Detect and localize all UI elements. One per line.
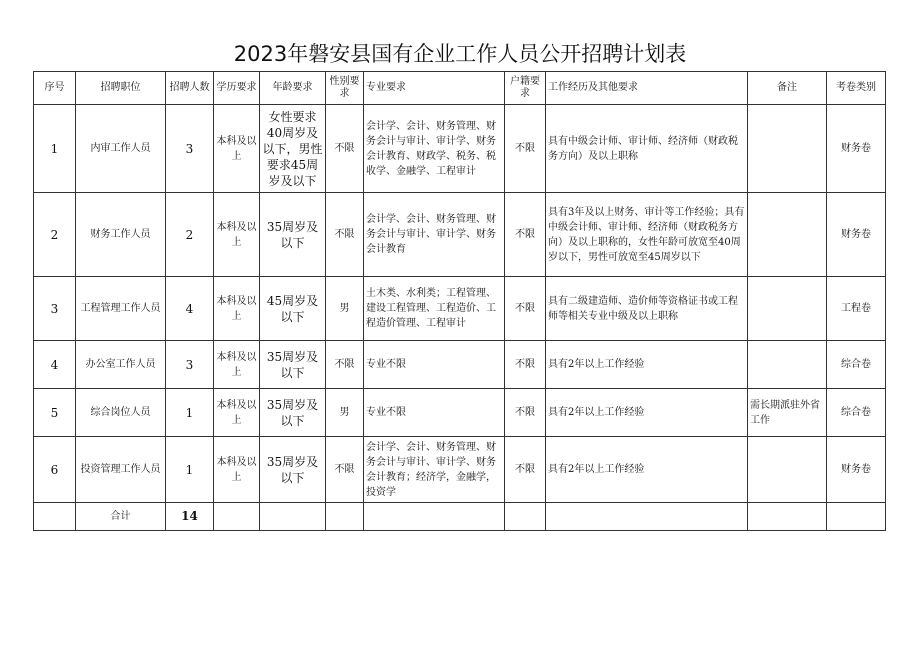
row-exam: 财务卷 — [827, 193, 886, 277]
header-gender: 性别要求 — [326, 72, 364, 105]
row-experience: 具有中级会计师、审计师、经济师（财政税务方向）及以上职称 — [546, 105, 748, 193]
empty-cell — [546, 503, 748, 531]
header-row — [34, 72, 886, 105]
empty-cell — [748, 503, 827, 531]
row-count: 1 — [166, 389, 214, 437]
row-age: 女性要求40周岁及以下，男性要求45周岁及以下 — [260, 105, 326, 193]
row-exam: 工程卷 — [827, 277, 886, 341]
table-row — [34, 193, 886, 277]
row-note — [748, 277, 827, 341]
row-education: 本科及以上 — [214, 193, 260, 277]
header-exam: 考卷类别 — [827, 72, 886, 105]
row-major: 专业不限 — [364, 389, 505, 437]
header-age: 年龄要求 — [260, 72, 326, 105]
row-position: 财务工作人员 — [76, 193, 166, 277]
empty-cell — [260, 503, 326, 531]
row-exam: 综合卷 — [827, 389, 886, 437]
row-major: 专业不限 — [364, 341, 505, 389]
header-huji: 户籍要求 — [505, 72, 546, 105]
row-age: 35周岁及以下 — [260, 193, 326, 277]
total-count: 14 — [166, 503, 214, 531]
table-row — [34, 437, 886, 503]
row-education: 本科及以上 — [214, 341, 260, 389]
header-position: 招聘职位 — [76, 72, 166, 105]
row-no: 6 — [34, 437, 76, 503]
page-title: 2023年磐安县国有企业工作人员公开招聘计划表 — [233, 42, 687, 66]
row-major: 会计学、会计、财务管理、财务会计与审计、审计学、财务会计教育；经济学，金融学，投资学 — [364, 437, 505, 503]
row-exam: 综合卷 — [827, 341, 886, 389]
row-experience: 具有二级建造师、造价师等资格证书或工程师等相关专业中级及以上职称 — [546, 277, 748, 341]
empty-cell — [364, 503, 505, 531]
row-age: 35周岁及以下 — [260, 389, 326, 437]
row-no: 3 — [34, 277, 76, 341]
row-position: 内审工作人员 — [76, 105, 166, 193]
row-position: 综合岗位人员 — [76, 389, 166, 437]
row-position: 投资管理工作人员 — [76, 437, 166, 503]
row-education: 本科及以上 — [214, 389, 260, 437]
row-count: 2 — [166, 193, 214, 277]
row-huji: 不限 — [505, 193, 546, 277]
row-experience: 具有2年以上工作经验 — [546, 341, 748, 389]
row-position: 办公室工作人员 — [76, 341, 166, 389]
row-age: 45周岁及以下 — [260, 277, 326, 341]
row-gender: 男 — [326, 277, 364, 341]
row-count: 3 — [166, 105, 214, 193]
row-no: 5 — [34, 389, 76, 437]
row-huji: 不限 — [505, 389, 546, 437]
header-note: 备注 — [748, 72, 827, 105]
row-gender: 男 — [326, 389, 364, 437]
row-experience: 具有2年以上工作经验 — [546, 389, 748, 437]
row-major: 会计学、会计、财务管理、财务会计与审计、审计学、财务会计教育、财政学、税务、税收学、金融学、工程审计 — [364, 105, 505, 193]
total-row — [34, 503, 886, 531]
row-education: 本科及以上 — [214, 105, 260, 193]
row-age: 35周岁及以下 — [260, 341, 326, 389]
recruitment-table — [33, 71, 886, 531]
table-row — [34, 389, 886, 437]
row-education: 本科及以上 — [214, 437, 260, 503]
row-no: 1 — [34, 105, 76, 193]
row-exam: 财务卷 — [827, 105, 886, 193]
row-position: 工程管理工作人员 — [76, 277, 166, 341]
header-education: 学历要求 — [214, 72, 260, 105]
header-no: 序号 — [34, 72, 76, 105]
empty-cell — [827, 503, 886, 531]
row-education: 本科及以上 — [214, 277, 260, 341]
empty-cell — [214, 503, 260, 531]
row-huji: 不限 — [505, 277, 546, 341]
row-gender: 不限 — [326, 193, 364, 277]
header-major: 专业要求 — [364, 72, 505, 105]
empty-cell — [326, 503, 364, 531]
table-row — [34, 277, 886, 341]
row-gender: 不限 — [326, 341, 364, 389]
row-experience: 具有2年以上工作经验 — [546, 437, 748, 503]
row-note — [748, 341, 827, 389]
table-row — [34, 341, 886, 389]
header-count: 招聘人数 — [166, 72, 214, 105]
table-row — [34, 105, 886, 193]
row-note — [748, 437, 827, 503]
row-count: 1 — [166, 437, 214, 503]
row-no: 2 — [34, 193, 76, 277]
row-age: 35周岁及以下 — [260, 437, 326, 503]
row-gender: 不限 — [326, 437, 364, 503]
row-huji: 不限 — [505, 437, 546, 503]
row-huji: 不限 — [505, 105, 546, 193]
row-note — [748, 193, 827, 277]
row-gender: 不限 — [326, 105, 364, 193]
row-note: 需长期派驻外省工作 — [748, 389, 827, 437]
row-huji: 不限 — [505, 341, 546, 389]
row-exam: 财务卷 — [827, 437, 886, 503]
row-count: 3 — [166, 341, 214, 389]
row-note — [748, 105, 827, 193]
header-experience: 工作经历及其他要求 — [546, 72, 748, 105]
empty-cell — [505, 503, 546, 531]
total-label: 合计 — [76, 503, 166, 531]
row-major: 土木类、水利类；工程管理、建设工程管理、工程造价、工程造价管理、工程审计 — [364, 277, 505, 341]
row-count: 4 — [166, 277, 214, 341]
row-no: 4 — [34, 341, 76, 389]
row-major: 会计学、会计、财务管理、财务会计与审计、审计学、财务会计教育 — [364, 193, 505, 277]
total-empty — [34, 503, 76, 531]
row-experience: 具有3年及以上财务、审计等工作经验；具有中级会计师、审计师、经济师（财政税务方向）及以上职称的，女性年龄可放宽至40周岁以下，男性可放宽至45周岁以下 — [546, 193, 748, 277]
